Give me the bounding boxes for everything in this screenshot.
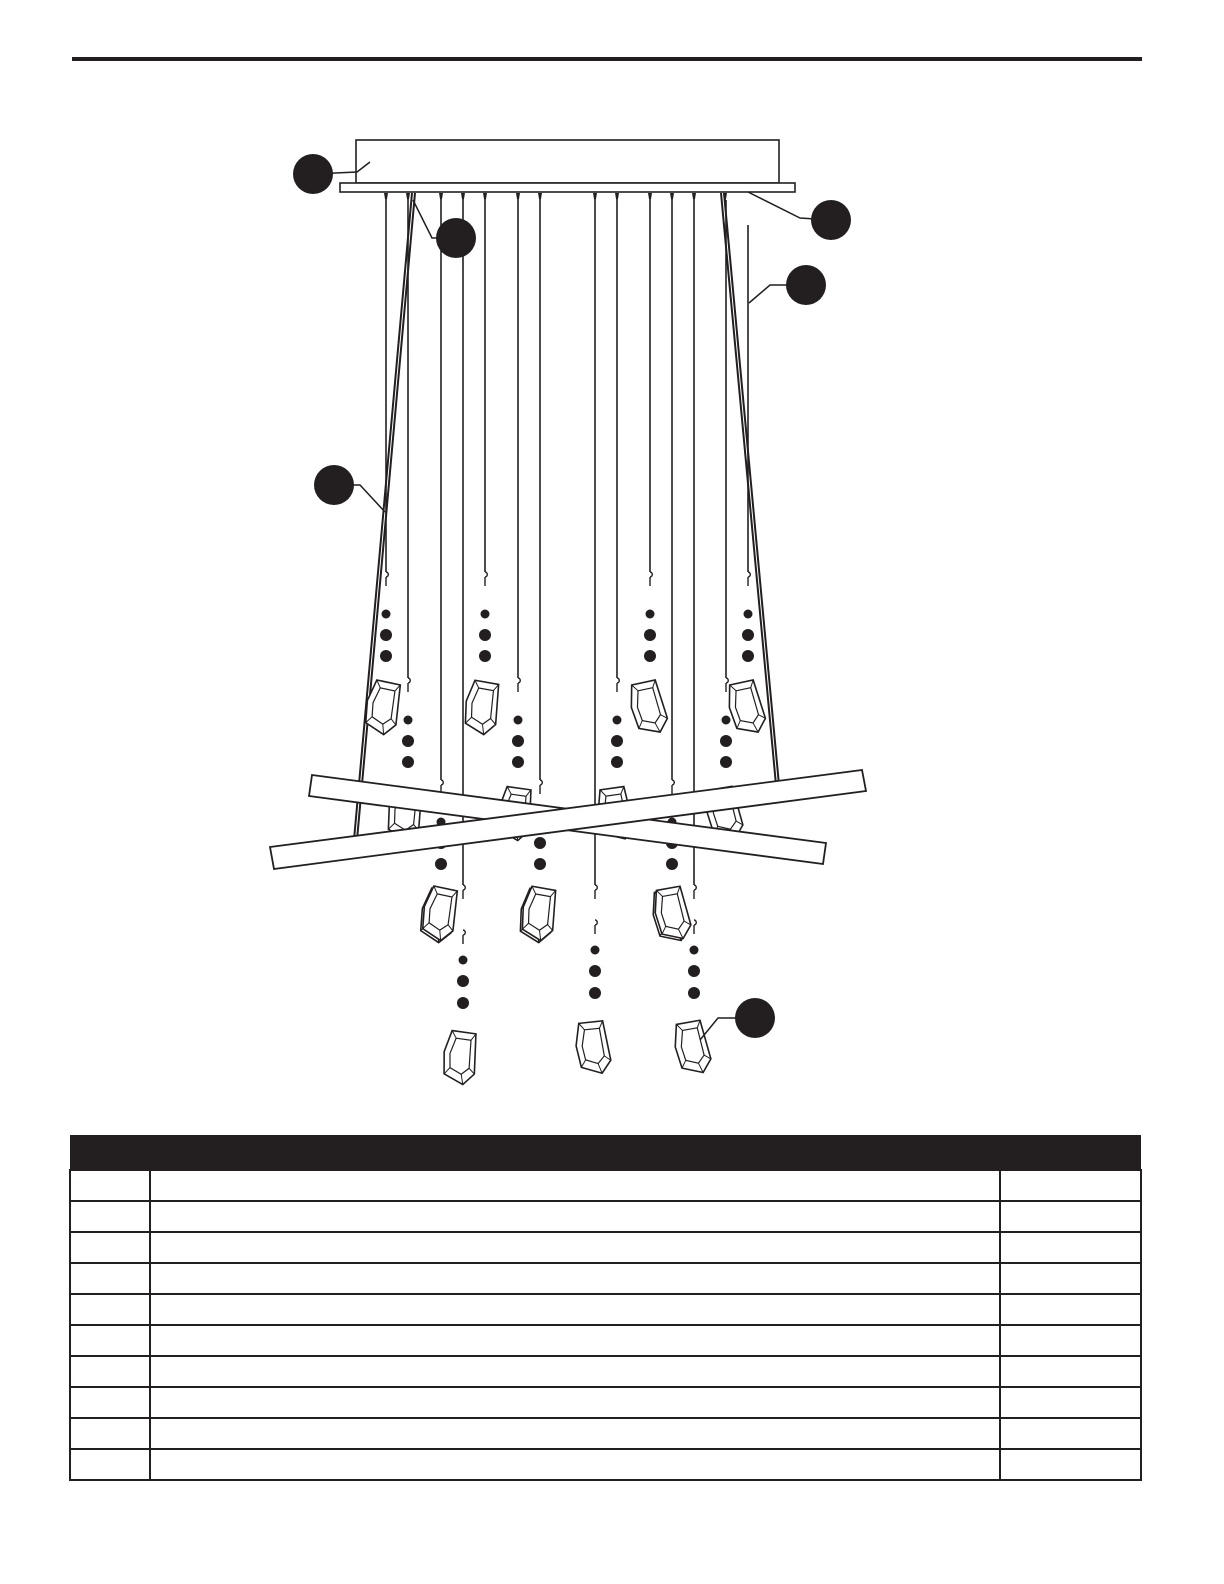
callout-3 bbox=[748, 192, 851, 240]
header-key bbox=[70, 1135, 150, 1170]
cell-description bbox=[150, 1294, 1000, 1325]
bead-icon bbox=[457, 997, 469, 1009]
table-row bbox=[70, 1232, 1141, 1263]
cell-key bbox=[70, 1449, 150, 1480]
bead-icon bbox=[688, 987, 700, 999]
table-row bbox=[70, 1418, 1141, 1449]
hook-icon bbox=[748, 572, 750, 586]
bead-icon bbox=[688, 965, 700, 977]
table-row bbox=[70, 1201, 1141, 1232]
table-row bbox=[70, 1263, 1141, 1294]
parts-table-header bbox=[70, 1135, 1141, 1170]
callout-4 bbox=[749, 265, 826, 305]
bead-icon bbox=[457, 975, 469, 987]
cell-description bbox=[150, 1356, 1000, 1387]
callout-marker bbox=[314, 465, 354, 505]
hook-icon bbox=[386, 572, 388, 586]
cell-description bbox=[150, 1325, 1000, 1356]
hook-icon bbox=[463, 885, 465, 899]
hook-icon bbox=[617, 678, 619, 692]
table-row bbox=[70, 1387, 1141, 1418]
hook-icon bbox=[408, 678, 410, 692]
cell-key bbox=[70, 1170, 150, 1201]
bead-icon bbox=[435, 858, 447, 870]
bead-icon bbox=[402, 735, 414, 747]
callout-marker bbox=[735, 998, 775, 1038]
bead-icon bbox=[611, 735, 623, 747]
bead-icon bbox=[514, 716, 523, 725]
canopy bbox=[340, 140, 795, 192]
cell-description bbox=[150, 1263, 1000, 1294]
cell-key bbox=[70, 1201, 150, 1232]
bead-icon bbox=[402, 756, 414, 768]
cell-qty bbox=[1000, 1263, 1141, 1294]
crystal-strand bbox=[627, 200, 670, 737]
header-description bbox=[150, 1135, 1000, 1170]
support-cables bbox=[354, 193, 779, 840]
cell-qty bbox=[1000, 1201, 1141, 1232]
crystal-icon bbox=[627, 679, 670, 737]
bead-icon bbox=[613, 716, 622, 725]
cell-description bbox=[150, 1232, 1000, 1263]
bead-icon bbox=[479, 650, 491, 662]
bead-icon bbox=[459, 956, 468, 965]
bead-icon bbox=[611, 756, 623, 768]
crystal-icon bbox=[574, 1020, 612, 1075]
cell-description bbox=[150, 1449, 1000, 1480]
callout-marker bbox=[786, 265, 826, 305]
callout-6 bbox=[700, 998, 775, 1040]
hook-icon bbox=[540, 780, 542, 794]
bead-icon bbox=[534, 837, 546, 849]
crystal-icon bbox=[461, 679, 503, 736]
bead-icon bbox=[589, 987, 601, 999]
crystal-icon bbox=[440, 1030, 480, 1086]
bead-icon bbox=[744, 610, 753, 619]
callout-2 bbox=[413, 200, 476, 258]
cell-description bbox=[150, 1201, 1000, 1232]
hook-icon bbox=[650, 572, 652, 586]
crystal-strand bbox=[595, 200, 635, 842]
bead-icon bbox=[742, 650, 754, 662]
bead-icon bbox=[690, 946, 699, 955]
cell-qty bbox=[1000, 1449, 1141, 1480]
cell-key bbox=[70, 1294, 150, 1325]
bead-icon bbox=[534, 858, 546, 870]
table-row bbox=[70, 1325, 1141, 1356]
cell-key bbox=[70, 1356, 150, 1387]
cell-description bbox=[150, 1387, 1000, 1418]
cell-qty bbox=[1000, 1170, 1141, 1201]
bead-icon bbox=[380, 650, 392, 662]
cell-description bbox=[150, 1418, 1000, 1449]
hook-icon bbox=[694, 885, 696, 899]
cell-qty bbox=[1000, 1232, 1141, 1263]
hook-icon bbox=[694, 920, 696, 934]
bead-icon bbox=[720, 756, 732, 768]
bead-icon bbox=[720, 735, 732, 747]
table-row bbox=[70, 1449, 1141, 1480]
crystal-strand bbox=[461, 200, 503, 736]
bead-icon bbox=[644, 629, 656, 641]
cell-qty bbox=[1000, 1356, 1141, 1387]
header-qty bbox=[1000, 1135, 1141, 1170]
bead-icon bbox=[512, 735, 524, 747]
bead-icon bbox=[512, 756, 524, 768]
cell-qty bbox=[1000, 1325, 1141, 1356]
hook-icon bbox=[518, 678, 520, 692]
hook-icon bbox=[595, 885, 597, 899]
hook-icon bbox=[463, 930, 465, 944]
callout-marker bbox=[811, 200, 851, 240]
bead-icon bbox=[382, 610, 391, 619]
hook-icon bbox=[672, 780, 674, 794]
cell-qty bbox=[1000, 1294, 1141, 1325]
crystal-strand bbox=[595, 200, 597, 899]
parts-table bbox=[69, 1135, 1142, 1481]
bead-icon bbox=[644, 650, 656, 662]
bead-icon bbox=[591, 946, 600, 955]
bead-icon bbox=[589, 965, 601, 977]
crystal-strand bbox=[671, 920, 713, 1076]
table-row bbox=[70, 1294, 1141, 1325]
cell-key bbox=[70, 1325, 150, 1356]
bead-icon bbox=[380, 629, 392, 641]
cell-key bbox=[70, 1418, 150, 1449]
bead-icon bbox=[479, 629, 491, 641]
cell-description bbox=[150, 1170, 1000, 1201]
bead-icon bbox=[404, 716, 413, 725]
table-row bbox=[70, 1170, 1141, 1201]
crystal-strand bbox=[440, 930, 480, 1086]
hook-icon bbox=[485, 572, 487, 586]
callout-marker bbox=[436, 218, 476, 258]
table-row bbox=[70, 1356, 1141, 1387]
callout-5 bbox=[314, 465, 385, 512]
bead-icon bbox=[722, 716, 731, 725]
crystal-icon bbox=[651, 886, 693, 943]
cell-key bbox=[70, 1263, 150, 1294]
cell-qty bbox=[1000, 1387, 1141, 1418]
hook-icon bbox=[726, 678, 728, 692]
cell-key bbox=[70, 1387, 150, 1418]
callout-marker bbox=[293, 154, 333, 194]
crystal-strand bbox=[574, 920, 612, 1076]
crystal-strand bbox=[703, 200, 745, 842]
crystal-strand bbox=[495, 200, 535, 842]
crystal-strands bbox=[361, 200, 768, 1086]
crystal-icon bbox=[725, 679, 768, 737]
hook-icon bbox=[595, 920, 597, 934]
bead-icon bbox=[481, 610, 490, 619]
crystal-strand bbox=[361, 200, 404, 737]
bead-icon bbox=[666, 858, 678, 870]
bead-icon bbox=[646, 610, 655, 619]
canopy-hooks bbox=[384, 193, 727, 202]
crystal-icon bbox=[671, 1020, 713, 1077]
cell-key bbox=[70, 1232, 150, 1263]
bead-icon bbox=[742, 629, 754, 641]
cell-qty bbox=[1000, 1418, 1141, 1449]
